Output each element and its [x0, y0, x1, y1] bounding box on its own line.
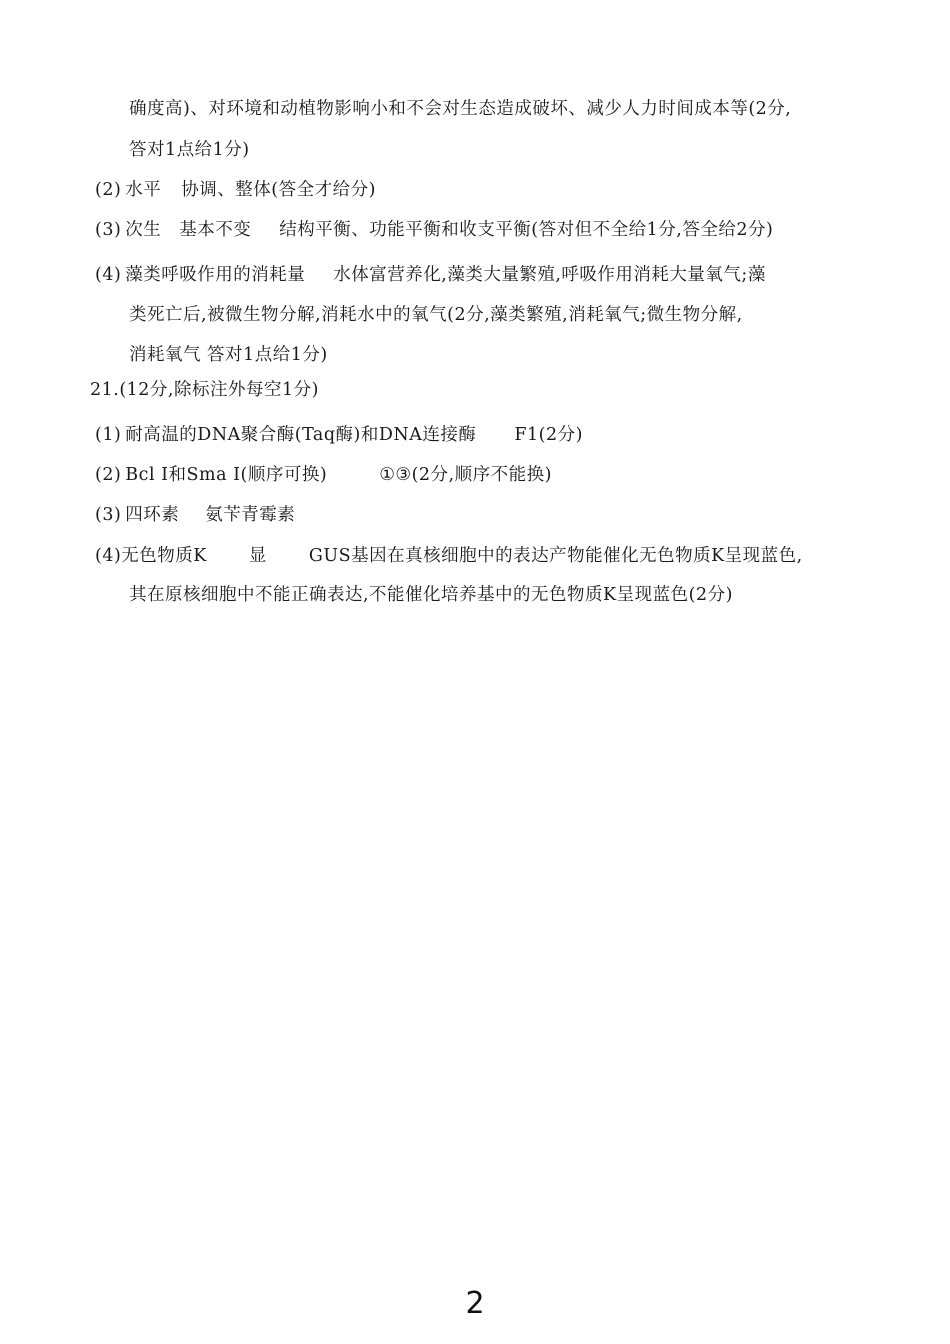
answer-text: 藻类呼吸作用的消耗量: [125, 265, 306, 285]
sub-question-number: (4): [95, 546, 122, 566]
answer-text: F1(2分): [514, 425, 583, 445]
answer-line: [129, 97, 791, 121]
answer-text: 基本不变: [179, 220, 252, 240]
answer-line: [129, 138, 250, 162]
sub-question-number: (3): [95, 505, 122, 525]
question-header-text: 21.(12分,除标注外每空1分): [90, 380, 319, 400]
answer-line: [95, 423, 583, 447]
answer-text: 确度高)、对环境和动植物影响小和不会对生态造成破坏、减少人力时间成本等(2分,: [129, 99, 792, 119]
answer-text: 消耗氧气 答对1点给1分): [129, 345, 328, 365]
answer-line: [129, 343, 328, 367]
answer-text: 四环素: [125, 505, 180, 525]
answer-line: [95, 218, 773, 242]
answer-text: 耐高温的DNA聚合酶(Taq酶)和DNA连接酶: [125, 425, 477, 445]
answer-text: 氨苄青霉素: [205, 505, 296, 525]
answer-line: [95, 178, 376, 202]
answer-text: 类死亡后,被微生物分解,消耗水中的氧气(2分,藻类繁殖,消耗氧气;微生物分解,: [129, 305, 743, 325]
answer-line: [95, 544, 803, 568]
sub-question-number: (2): [95, 465, 122, 485]
sub-question-number: (2): [95, 180, 122, 200]
sub-question-number: (3): [95, 220, 122, 240]
sub-question-number: (1): [95, 425, 122, 445]
answer-line: [95, 263, 766, 287]
answer-text: Bcl I和Sma I(顺序可换): [125, 465, 328, 485]
answer-text: 水体富营养化,藻类大量繁殖,呼吸作用消耗大量氧气;藻: [333, 265, 766, 285]
answer-text: 无色物质K: [121, 546, 207, 566]
sub-question-number: (4): [95, 265, 122, 285]
answer-text: 显: [248, 546, 267, 566]
answer-line: [129, 583, 733, 607]
answer-line: [95, 463, 552, 487]
page-number: 2: [465, 1286, 485, 1321]
answer-text: 协调、整体(答全才给分): [181, 180, 376, 200]
answer-text: 水平: [125, 180, 162, 200]
question-header: [90, 378, 319, 402]
answer-text: 其在原核细胞中不能正确表达,不能催化培养基中的无色物质K呈现蓝色(2分): [129, 585, 733, 605]
answer-line: [129, 303, 743, 327]
answer-text: ①③(2分,顺序不能换): [379, 465, 552, 485]
answer-text: GUS基因在真核细胞中的表达产物能催化无色物质K呈现蓝色,: [308, 546, 803, 566]
answer-text: 次生: [125, 220, 162, 240]
answer-text: 答对1点给1分): [129, 140, 250, 160]
answer-line: [95, 503, 295, 527]
answer-text: 结构平衡、功能平衡和收支平衡(答对但不全给1分,答全给2分): [279, 220, 774, 240]
